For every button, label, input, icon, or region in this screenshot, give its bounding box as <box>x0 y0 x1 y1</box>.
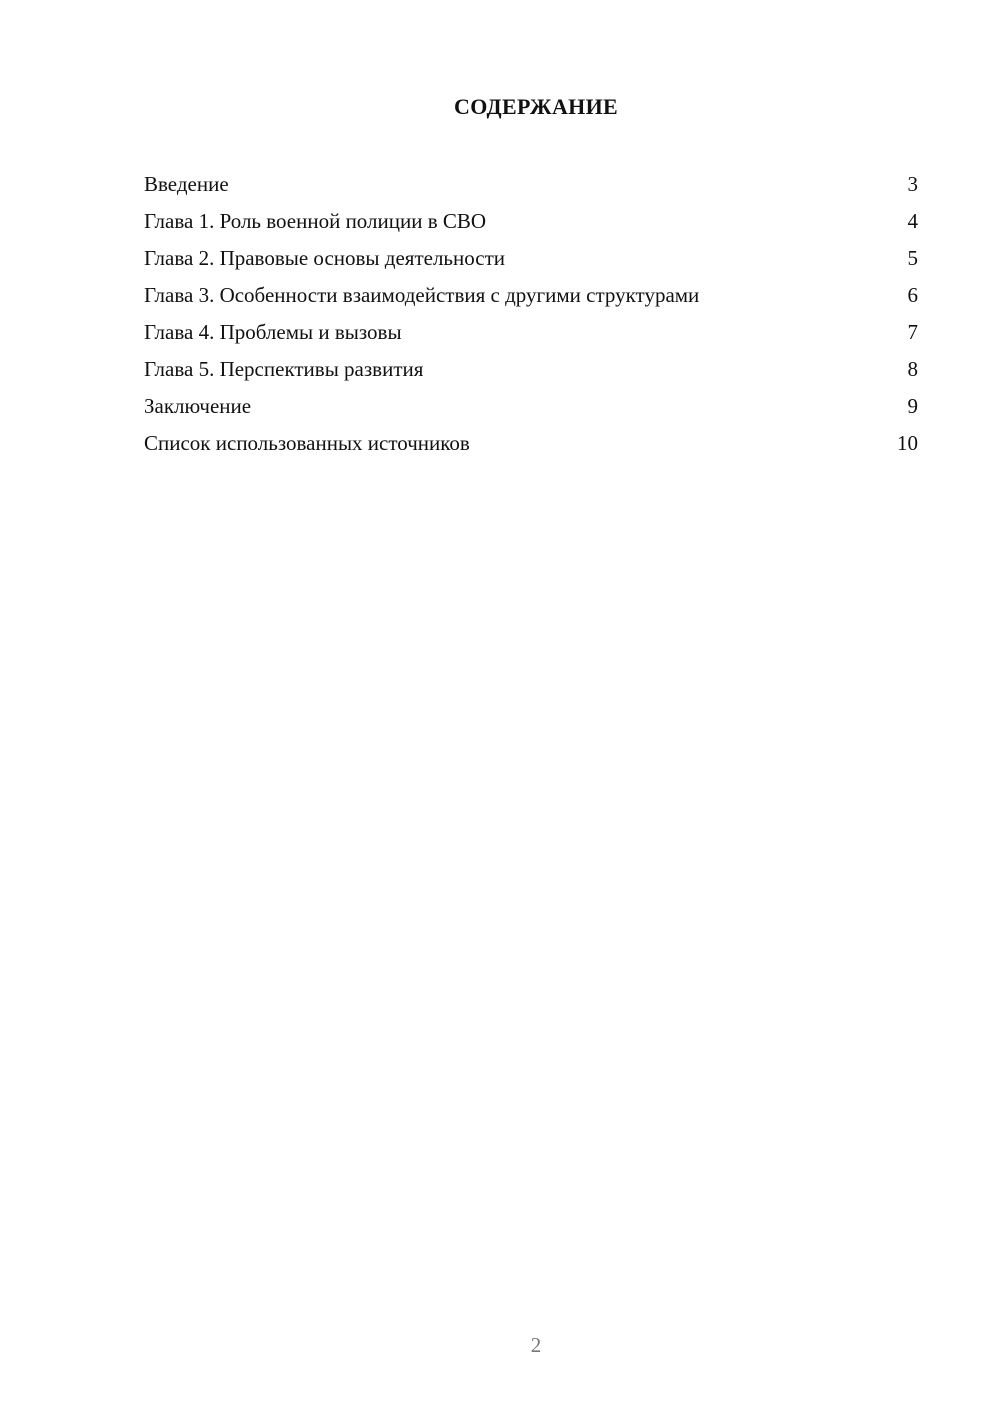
toc-entry-title: Введение <box>144 172 229 196</box>
toc-entry-title: Список использованных источников <box>144 431 470 455</box>
toc-entry-title: Глава 3. Особенности взаимодействия с другими структурами <box>144 283 700 307</box>
toc-entry-page: 4 <box>907 209 918 233</box>
toc-entry-chapter-1 <box>144 205 918 242</box>
toc-entry-page: 6 <box>907 283 918 307</box>
toc-entry-title: Глава 1. Роль военной полиции в СВО <box>144 209 487 233</box>
toc-entry-page: 10 <box>897 431 918 455</box>
toc-entry-page: 5 <box>907 246 918 270</box>
toc-entry-chapter-2 <box>144 242 918 279</box>
toc-entry-page: 7 <box>907 320 918 344</box>
table-of-contents <box>144 168 918 464</box>
toc-heading: СОДЕРЖАНИЕ <box>454 94 618 119</box>
toc-entry-chapter-4 <box>144 316 918 353</box>
toc-entry-page: 8 <box>907 357 918 381</box>
toc-entry-title: Глава 4. Проблемы и вызовы <box>144 320 402 344</box>
toc-entry-introduction <box>144 168 918 205</box>
toc-entry-page: 9 <box>907 394 918 418</box>
toc-entry-chapter-3 <box>144 279 918 316</box>
page-number: 2 <box>530 1333 542 1357</box>
toc-entry-title: Глава 5. Перспективы развития <box>144 357 424 381</box>
toc-entry-title: Глава 2. Правовые основы деятельности <box>144 246 505 270</box>
toc-entry-title: Заключение <box>144 394 252 418</box>
toc-entry-page: 3 <box>907 172 918 196</box>
toc-entry-references <box>144 427 918 464</box>
toc-entry-chapter-5 <box>144 353 918 390</box>
toc-entry-conclusion <box>144 390 918 427</box>
